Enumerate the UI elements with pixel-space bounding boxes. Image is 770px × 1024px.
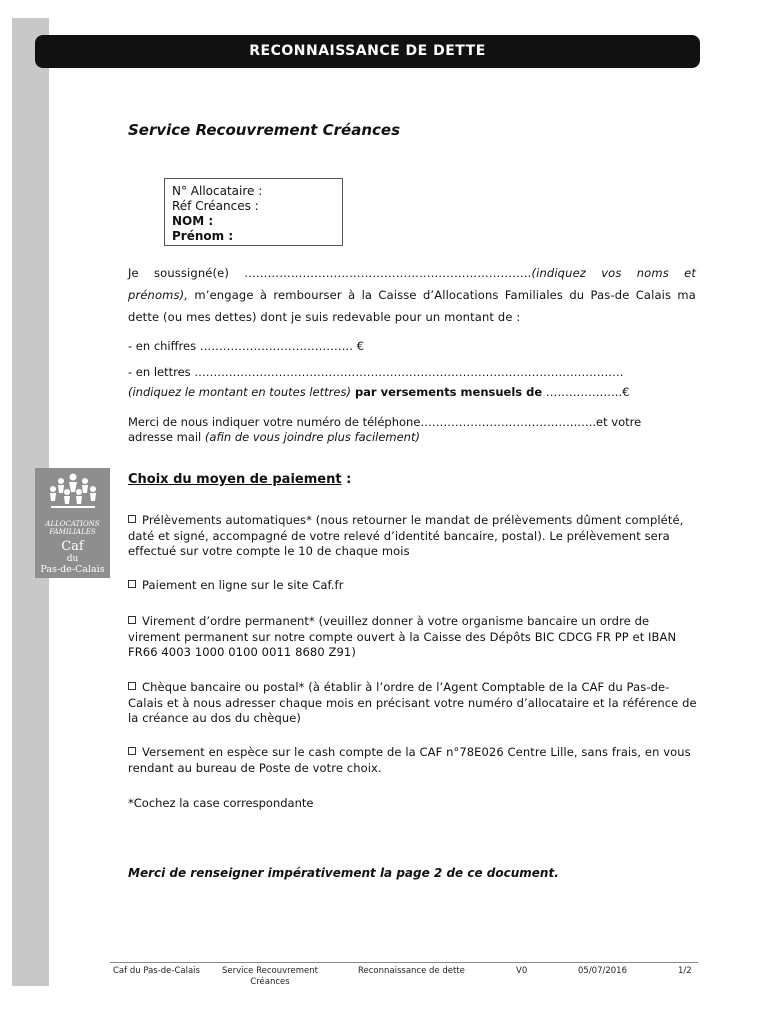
option-text: Chèque bancaire ou postal* (à établir à l’ordre de l’Agent Comptable de la CAF du Pas-de-Calais et à nous adresser chaque mois en précisant votre numéro d’allocataire et la référence de la créance au dos du chèque) xyxy=(128,680,697,725)
option-standing-order xyxy=(128,614,698,661)
payment-title-suffix: : xyxy=(341,472,352,487)
prenom-label: Prénom : xyxy=(172,229,234,243)
amount-hint: (indiquez le montant en toutes lettres) xyxy=(128,385,351,399)
document-title: RECONNAISSANCE DE DETTE xyxy=(35,35,700,68)
allocataire-label: N° Allocataire : xyxy=(172,184,263,198)
monthly-label: par versements mensuels de xyxy=(350,385,543,399)
intro-text-2: m’engage à rembourser à la Caisse d’Allocations Familiales du Pas-de Calais ma dette (ou mes dettes) dont je suis redevable pour un montant de : xyxy=(128,288,696,324)
payment-title-text: Choix du moyen de paiement xyxy=(128,472,342,487)
option-text: Prélèvements automatiques* (nous retourner le mandat de prélèvements dûment complété, daté et signé, accompagné de votre relevé d’identité bancaire, postal). Le prélèvement sera effectué sur votre compte le 10 de chaque mois xyxy=(128,513,684,558)
logo-text-caf: Caf xyxy=(61,539,84,554)
logo-text-du: du xyxy=(66,554,79,564)
contact-email-label: adresse mail xyxy=(128,430,205,444)
final-note: Merci de renseigner impérativement la page 2 de ce document. xyxy=(128,866,559,880)
ref-creances-label: Réf Créances : xyxy=(172,199,259,213)
service-title: Service Recouvrement Créances xyxy=(128,121,401,139)
logo-text-familiales: FAMILIALES xyxy=(49,528,96,536)
option-cheque xyxy=(128,680,698,727)
option-checkbox[interactable] xyxy=(128,682,136,690)
caf-logo xyxy=(35,468,110,578)
logo-text-allocations: ALLOCATIONS xyxy=(45,520,100,528)
amount-digits-line: - en chiffres …………………………………. € xyxy=(128,339,364,353)
contact-hint: (afin de vous joindre plus facilement) xyxy=(204,430,420,444)
nom-label: NOM : xyxy=(172,214,214,228)
footer-date: 05/07/2016 xyxy=(578,966,627,976)
intro-text-1: Je soussigné(e) ……………………………………………………………….. xyxy=(128,266,532,280)
checkbox-note: *Cochez la case correspondante xyxy=(128,796,314,810)
family-figures-icon xyxy=(43,472,103,512)
contact-line-2 xyxy=(128,430,698,444)
recipient-info-box xyxy=(164,178,343,246)
footer-doc: Reconnaissance de dette xyxy=(358,966,465,976)
footer-version: V0 xyxy=(516,966,528,976)
option-direct-debit xyxy=(128,513,698,560)
option-checkbox[interactable] xyxy=(128,515,136,523)
option-text: Paiement en ligne sur le site Caf.fr xyxy=(142,578,344,592)
intro-paragraph xyxy=(128,262,696,328)
footer-service-line-1: Service Recouvrement xyxy=(222,966,318,976)
footer-divider xyxy=(110,962,698,963)
option-text: Versement en espèce sur le cash compte de la CAF n°78E026 Centre Lille, sans frais, en vous rendant au bureau de Poste de votre choix. xyxy=(128,745,691,775)
amount-letters-line: - en lettres …………………………………………………………………………………………………. xyxy=(128,365,624,379)
monthly-dots: ………………..€ xyxy=(542,385,630,399)
option-online-payment xyxy=(128,578,698,594)
footer-page: 1/2 xyxy=(678,966,692,976)
option-checkbox[interactable] xyxy=(128,616,136,624)
footer-org: Caf du Pas-de-Calais xyxy=(113,966,200,976)
option-checkbox[interactable] xyxy=(128,580,136,588)
footer-service xyxy=(222,966,318,988)
contact-line-1: Merci de nous indiquer votre numéro de téléphone…………………………………..…..et votre xyxy=(128,415,642,429)
option-cash-deposit xyxy=(128,745,698,776)
option-checkbox[interactable] xyxy=(128,747,136,755)
logo-text-pas-de-calais: Pas-de-Calais xyxy=(40,564,105,575)
option-text: Virement d’ordre permanent* (veuillez donner à votre organisme bancaire un ordre de virement permanent sur notre compte ouvert à la Caisse des Dépôts BIC CDCG FR PP et IBAN FR66 4003 1000 0100 0011 8680 Z91) xyxy=(128,614,677,659)
footer-service-line-2: Créances xyxy=(250,977,290,987)
payment-section-title xyxy=(128,472,351,487)
monthly-payment-line xyxy=(128,385,698,399)
intro-hint: (indiquez vos noms et prénoms), xyxy=(128,266,696,302)
